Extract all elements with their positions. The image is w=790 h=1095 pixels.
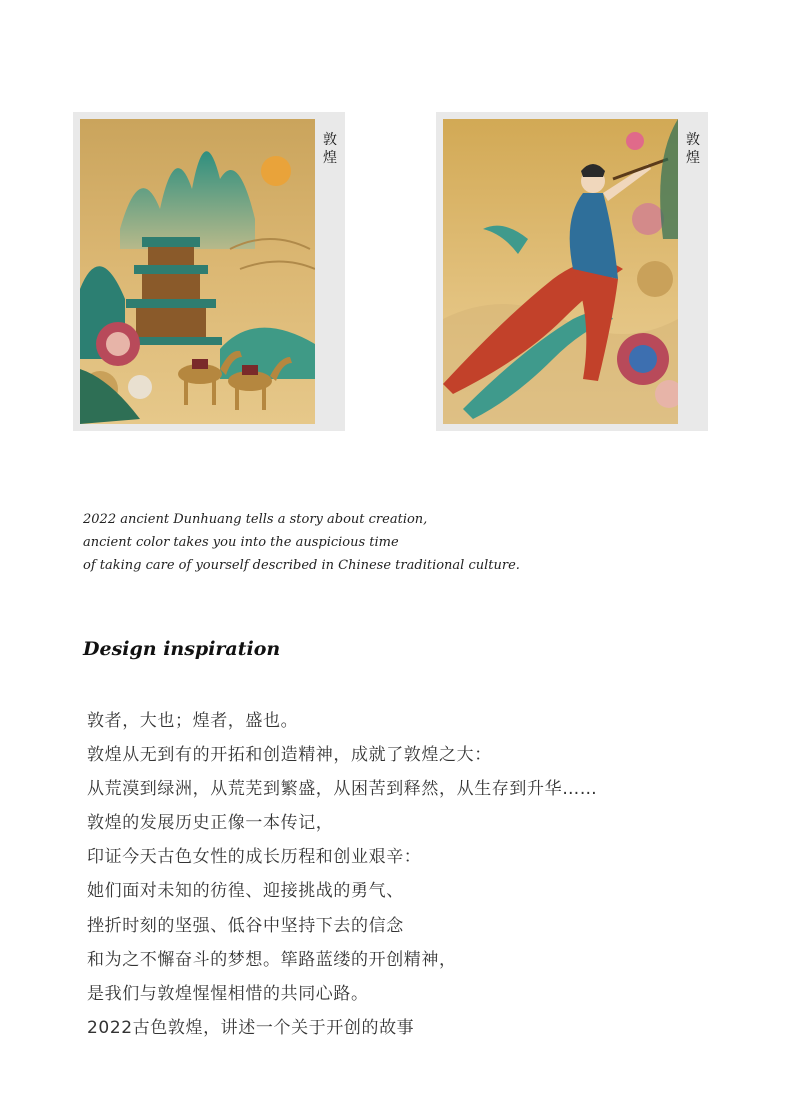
artwork-card-apsara <box>436 112 708 431</box>
body-line: 印证今天古色女性的成长历程和创业艰辛： <box>87 847 422 868</box>
section-heading: Design inspiration <box>83 638 281 660</box>
body-line: 敦煌从无到有的开拓和创造精神，成就了敦煌之大： <box>87 745 492 766</box>
body-line: 敦煌的发展历史正像一本传记， <box>87 813 334 834</box>
body-line: 挫折时刻的坚强、低谷中坚持下去的信念 <box>87 915 404 936</box>
intro-paragraph <box>83 508 703 577</box>
body-line: 她们面对未知的彷徨、迎接挑战的勇气、 <box>87 881 404 902</box>
apsara-illustration <box>443 119 678 424</box>
artwork-card-landscape <box>73 112 345 431</box>
intro-line: of taking care of yourself described in Chinese traditional culture. <box>83 558 520 573</box>
body-line: 和为之不懈奋斗的梦想。筚路蓝缕的开创精神， <box>87 949 457 970</box>
card-label-vertical: 敦煌 <box>323 132 337 166</box>
body-line: 是我们与敦煌惺惺相惜的共同心路。 <box>87 983 369 1004</box>
inspiration-body <box>87 704 747 1045</box>
landscape-illustration <box>80 119 315 424</box>
intro-line: ancient color takes you into the auspicious time <box>83 535 399 550</box>
card-label-vertical: 敦煌 <box>686 132 700 166</box>
body-line: 从荒漠到绿洲，从荒芜到繁盛，从困苦到释然，从生存到升华…… <box>87 779 598 800</box>
body-line: 2022古色敦煌，讲述一个关于开创的故事 <box>87 1017 415 1038</box>
intro-line: 2022 ancient Dunhuang tells a story about creation, <box>83 512 428 527</box>
body-line: 敦者，大也；煌者，盛也。 <box>87 711 299 731</box>
